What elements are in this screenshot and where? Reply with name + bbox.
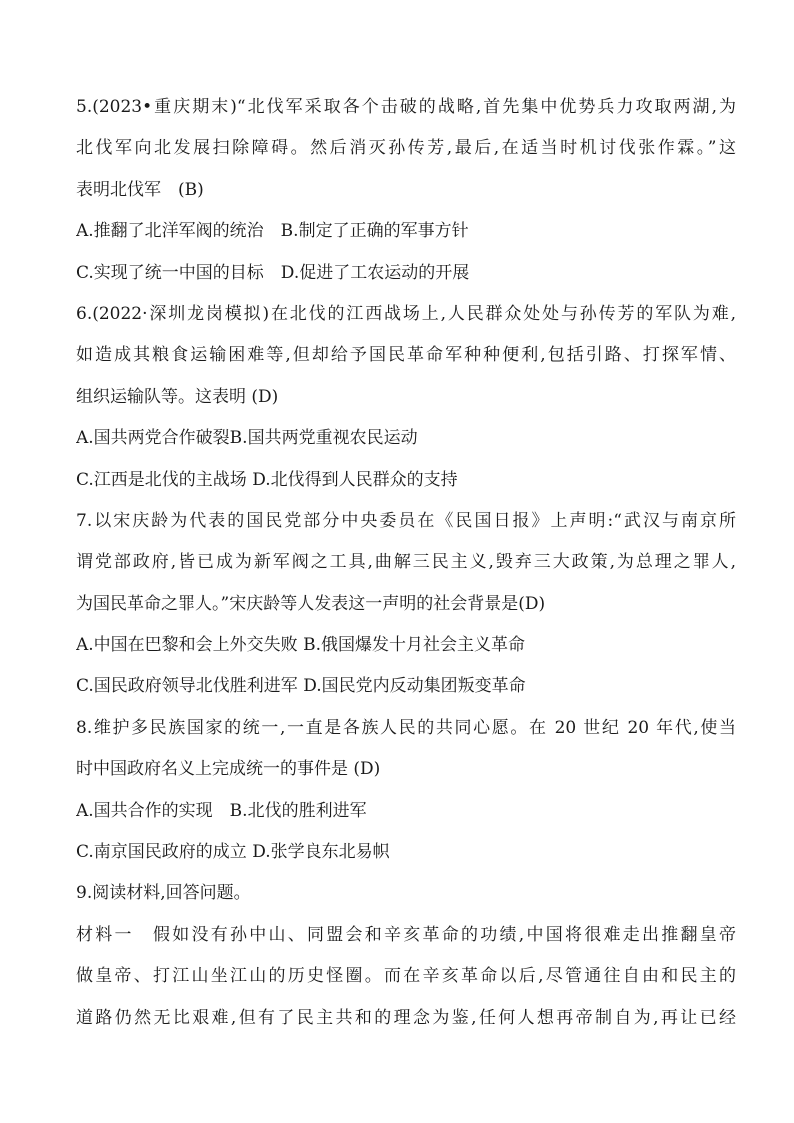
q6-stem-line-2: 如造成其粮食运输困难等,但却给予国民革命军种种便利,包括引路、打探军情、 — [76, 345, 736, 366]
q8-stem-line-1: 8.维护多民族国家的统一,一直是各族人民的共同心愿。在 20 世纪 20 年代,使当 — [76, 717, 736, 738]
q7-option-line-1: A.中国在巴黎和会上外交失败 B.俄国爆发十月社会主义革命 — [76, 635, 525, 656]
q5-stem-line-2: 北伐军向北发展扫除障碍。然后消灭孙传芳,最后,在适当时机讨伐张作霖。”这 — [76, 138, 736, 159]
q6-option-line-1: A.国共两党合作破裂B.国共两党重视农民运动 — [76, 428, 418, 449]
q7-stem-line-3: 为国民革命之罪人。”宋庆龄等人发表这一声明的社会背景是(D) — [76, 593, 546, 614]
q6-stem-line-1: 6.(2022·深圳龙岗模拟)在北伐的江西战场上,人民群众处处与孙传芳的军队为难, — [76, 303, 736, 324]
q9-material-line-3: 道路仍然无比艰难,但有了民主共和的理念为鉴,任何人想再帝制自为,再让已经 — [76, 1007, 736, 1028]
q5-stem-line-3: 表明北伐军 (B) — [76, 179, 204, 200]
q9-material-line-2: 做皇帝、打江山坐江山的历史怪圈。而在辛亥革命以后,尽管通往自由和民主的 — [76, 966, 736, 987]
q8-option-line-2: C.南京国民政府的成立 D.张学良东北易帜 — [76, 842, 390, 863]
q9-stem-line-1: 9.阅读材料,回答问题。 — [76, 883, 251, 904]
q7-option-line-2: C.国民政府领导北伐胜利进军 D.国民党内反动集团叛变革命 — [76, 676, 526, 697]
q5-option-line-1: A.推翻了北洋军阀的统治 B.制定了正确的军事方针 — [76, 221, 469, 242]
q6-stem-line-3: 组织运输队等。这表明 (D) — [76, 386, 279, 407]
q8-option-line-1: A.国共合作的实现 B.北伐的胜利进军 — [76, 800, 367, 821]
document-page — [76, 97, 736, 1049]
q6-option-line-2: C.江西是北伐的主战场 D.北伐得到人民群众的支持 — [76, 469, 458, 490]
q8-stem-line-2: 时中国政府名义上完成统一的事件是 (D) — [76, 759, 381, 780]
q5-option-line-2: C.实现了统一中国的目标 D.促进了工农运动的开展 — [76, 262, 470, 283]
q7-stem-line-1: 7.以宋庆龄为代表的国民党部分中央委员在《民国日报》上声明:“武汉与南京所 — [76, 510, 736, 531]
q7-stem-line-2: 谓党部政府,皆已成为新军阀之工具,曲解三民主义,毁弃三大政策,为总理之罪人, — [76, 552, 736, 573]
q9-material-line-1: 材料一 假如没有孙中山、同盟会和辛亥革命的功绩,中国将很难走出推翻皇帝 — [76, 924, 736, 945]
q5-stem-line-1: 5.(2023•重庆期末)“北伐军采取各个击破的战略,首先集中优势兵力攻取两湖,为 — [76, 97, 736, 117]
